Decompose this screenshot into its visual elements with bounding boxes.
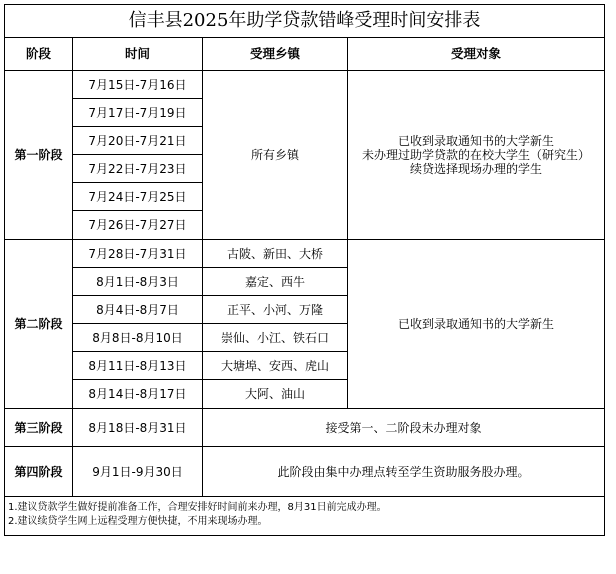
phase3-label: 第三阶段 (5, 409, 73, 447)
phase2-towns: 崇仙、小江、铁石口 (203, 324, 348, 352)
phase4-time: 9月1日-9月30日 (73, 447, 203, 497)
phase1-label: 第一阶段 (5, 71, 73, 240)
schedule-sheet (4, 4, 604, 536)
header-phase: 阶段 (5, 38, 73, 71)
phase4-note: 此阶段由集中办理点转至学生资助服务股办理。 (203, 447, 605, 497)
phase3-time: 8月18日-8月31日 (73, 409, 203, 447)
phase4-label: 第四阶段 (5, 447, 73, 497)
header-row (5, 38, 605, 71)
phase2-label: 第二阶段 (5, 240, 73, 409)
table-row (5, 409, 605, 447)
header-target: 受理对象 (348, 38, 605, 71)
phase2-towns: 大阿、油山 (203, 380, 348, 409)
phase1-towns: 所有乡镇 (203, 71, 348, 240)
phase2-towns: 正平、小河、万隆 (203, 296, 348, 324)
phase2-towns: 古陂、新田、大桥 (203, 240, 348, 268)
phase2-time: 8月1日-8月3日 (73, 268, 203, 296)
phase1-target-line: 已收到录取通知书的大学新生 (397, 134, 554, 148)
footnotes (5, 497, 605, 536)
header-time: 时间 (73, 38, 203, 71)
phase1-target-line: 未办理过助学贷款的在校大学生（研究生） (361, 148, 590, 162)
phase1-time: 7月22日-7月23日 (73, 155, 203, 183)
phase1-time: 7月15日-7月16日 (73, 71, 203, 99)
table-row (5, 447, 605, 497)
phase1-time: 7月24日-7月25日 (73, 183, 203, 211)
phase2-time: 8月8日-8月10日 (73, 324, 203, 352)
phase2-time: 8月4日-8月7日 (73, 296, 203, 324)
footnote-line: 1.建议贷款学生做好提前准备工作，合理安排好时间前来办理，8月31日前完成办理。 (8, 502, 387, 513)
phase1-target (348, 71, 605, 240)
phase2-time: 8月14日-8月17日 (73, 380, 203, 409)
phase2-towns: 嘉定、西牛 (203, 268, 348, 296)
phase2-time: 7月28日-7月31日 (73, 240, 203, 268)
phase3-note: 接受第一、二阶段未办理对象 (203, 409, 605, 447)
footnote-line: 2.建议续贷学生网上远程受理方便快捷，不用来现场办理。 (8, 516, 268, 527)
header-towns: 受理乡镇 (203, 38, 348, 71)
phase2-target: 已收到录取通知书的大学新生 (348, 240, 605, 409)
phase1-target-line: 续贷选择现场办理的学生 (409, 162, 542, 176)
phase2-time: 8月11日-8月13日 (73, 352, 203, 380)
schedule-table (4, 4, 605, 536)
table-title: 信丰县2025年助学贷款错峰受理时间安排表 (5, 5, 605, 38)
table-row (5, 71, 605, 99)
phase1-time: 7月20日-7月21日 (73, 127, 203, 155)
phase1-time: 7月17日-7月19日 (73, 99, 203, 127)
phase2-towns: 大塘埠、安西、虎山 (203, 352, 348, 380)
phase1-time: 7月26日-7月27日 (73, 211, 203, 240)
table-row (5, 240, 605, 268)
